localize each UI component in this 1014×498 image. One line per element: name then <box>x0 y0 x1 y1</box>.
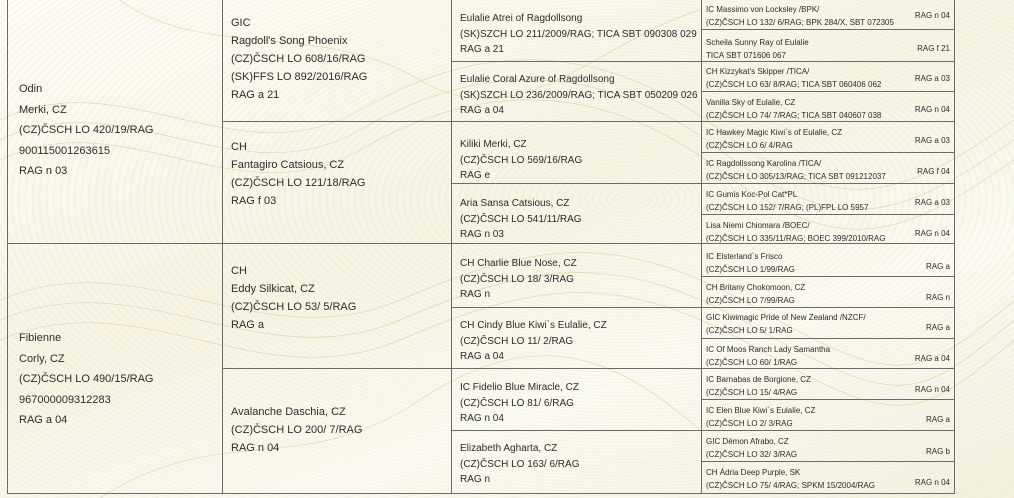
gggp-name: IC Ragdollssong Karolina /TICA/ <box>706 159 822 168</box>
gggp-name: IC Elsterland`s Frisco <box>706 252 783 261</box>
gggp-7 <box>706 188 954 214</box>
gggp-reg: (CZ)ČSCH LO 2/ 3/RAG <box>706 419 793 428</box>
gp-name: Avalanche Daschia, CZ <box>231 406 346 418</box>
gp-name: Ragdoll's Song Phoenix <box>231 35 348 47</box>
ggp-color: RAG a 04 <box>460 351 504 363</box>
gggp-color: RAG a <box>925 323 950 332</box>
ggp-8 <box>460 441 700 488</box>
gggp-reg: (CZ)ČSCH LO 60/ 1/RAG <box>706 358 798 367</box>
gggp-12 <box>706 343 954 369</box>
col-divider-3 <box>701 0 702 494</box>
ggp-reg: (SK)SZCH LO 211/2009/RAG; TICA SBT 090308 029 <box>460 28 697 40</box>
ggp-name: Kiliki Merki, CZ <box>460 139 527 150</box>
gggp-divider-6 <box>701 338 955 339</box>
gggp-15 <box>706 435 954 461</box>
gggp-divider-8 <box>701 461 955 462</box>
gggp-name: IC Massimo von Locksley /BPK/ <box>706 5 820 14</box>
dam-name: Fibienne <box>19 332 62 344</box>
ggp-6 <box>460 318 700 365</box>
gggp-reg: (CZ)ČSCH LO 7/99/RAG <box>706 296 795 305</box>
ggp-name: Eulalie Coral Azure of Ragdollsong <box>460 74 615 85</box>
gggp-reg: (CZ)ČSCH LO 152/ 7/RAG; (PL)FPL LO 5957 <box>706 203 869 212</box>
frame-bottom <box>7 493 955 494</box>
gggp-4 <box>706 96 954 122</box>
gggp-divider-1 <box>701 29 955 30</box>
gggp-color: RAG f 04 <box>917 167 950 176</box>
ggp-name: Aria Sansa Catsious, CZ <box>460 198 570 209</box>
ggp-color: RAG a 04 <box>460 105 504 117</box>
gggp-16 <box>706 466 954 492</box>
sire-breeder: Merki, CZ <box>19 103 67 116</box>
gggp-name: GIC Démon Afrabo, CZ <box>706 437 789 446</box>
ggp-color: RAG n <box>460 289 491 301</box>
gggp-reg: (CZ)ČSCH LO 5/ 1/RAG <box>706 326 793 335</box>
gggp-1 <box>706 3 954 29</box>
dam-breeder: Corly, CZ <box>19 352 65 365</box>
ggp-name: IC Fidelio Blue Miracle, CZ <box>460 382 579 393</box>
gggp-reg: (CZ)ČSCH LO 15/ 4/RAG <box>706 388 798 397</box>
gp-name: Eddy Silkicat, CZ <box>231 283 315 295</box>
dam-reg: (CZ)ČSCH LO 490/15/RAG <box>19 373 154 385</box>
gggp-color: RAG a <box>925 415 950 424</box>
gggp-reg: (CZ)ČSCH LO 6/ 4/RAG <box>706 141 793 150</box>
sire-chip: 900115001263615 <box>19 144 110 157</box>
gp-name: Fantagiro Catsious, CZ <box>231 159 345 171</box>
gggp-14 <box>706 404 954 430</box>
grandparent-1 <box>231 14 449 104</box>
gggp-divider-3 <box>701 152 955 153</box>
ggp-color: RAG n 04 <box>460 413 504 425</box>
gggp-color: RAG a <box>925 262 950 271</box>
gggp-reg: (CZ)ČSCH LO 75/ 4/RAG; SPKM 15/2004/RAG <box>706 481 875 490</box>
gggp-color: RAG n 04 <box>914 229 950 238</box>
ggp-5 <box>460 256 700 303</box>
gp-color: RAG a 21 <box>231 89 280 101</box>
ggp-name: Eulalie Atrei of Ragdollsong <box>460 13 583 24</box>
gp-title: CH <box>231 141 247 153</box>
col-divider-1 <box>222 0 223 494</box>
ggp-name: CH Charlie Blue Nose, CZ <box>460 258 577 269</box>
ggp-color: RAG e <box>460 170 491 182</box>
gggp-name: Vanilla Sky of Eulalie, CZ <box>706 98 796 107</box>
gggp-color: RAG a 03 <box>914 136 950 145</box>
gggp-divider-2 <box>701 91 955 92</box>
ggp-7 <box>460 380 700 427</box>
ggp-reg: (CZ)ČSCH LO 569/16/RAG <box>460 154 583 166</box>
sire-name: Odin <box>19 83 43 95</box>
grandparent-4 <box>231 403 449 457</box>
gggp-reg: TICA SBT 071606 067 <box>706 51 786 60</box>
ggp-reg: (SK)SZCH LO 236/2009/RAG; TICA SBT 050209 026 <box>460 89 698 101</box>
ggp-name: CH Cindy Blue Kiwi`s Eulalie, CZ <box>460 320 607 331</box>
gggp-color: RAG a 03 <box>914 198 950 207</box>
ggp-color: RAG n 03 <box>460 229 504 241</box>
gggp-reg: (CZ)ČSCH LO 32/ 3/RAG <box>706 450 798 459</box>
gggp-color: RAG a 03 <box>914 74 950 83</box>
gggp-6 <box>706 157 954 183</box>
ggp-name: Elizabeth Agharta, CZ <box>460 443 558 454</box>
ggp-2 <box>460 72 700 119</box>
col-divider-2 <box>451 0 452 494</box>
gp-reg-2: (SK)FFS LO 892/2016/RAG <box>231 71 368 83</box>
grandparent-2 <box>231 138 449 210</box>
gp-reg: (CZ)ČSCH LO 200/ 7/RAG <box>231 424 363 436</box>
gggp-divider-4 <box>701 214 955 215</box>
ggp-divider-4 <box>451 430 955 431</box>
sire-color: RAG n 03 <box>19 165 68 177</box>
ggp-1 <box>460 11 700 58</box>
dam-chip: 967000009312283 <box>19 393 111 406</box>
ggp-color: RAG a 21 <box>460 44 504 56</box>
gggp-5 <box>706 126 954 152</box>
ggp-reg: (CZ)ČSCH LO 18/ 3/RAG <box>460 273 574 285</box>
gggp-name: Scheila Sunny Ray of Eulalie <box>706 38 809 47</box>
sire-reg: (CZ)ČSCH LO 420/19/RAG <box>19 124 154 136</box>
gp-reg: (CZ)ČSCH LO 121/18/RAG <box>231 177 366 189</box>
gggp-name: IC Hawkey Magic Kiwi`s of Eulalie, CZ <box>706 128 843 137</box>
gggp-3 <box>706 65 954 91</box>
gggp-name: IC Elen Blue Kiwi`s Eulalie, CZ <box>706 406 816 415</box>
gggp-name: CH Britany Chokomoon, CZ <box>706 283 806 292</box>
gggp-color: RAG n 04 <box>914 478 950 487</box>
gggp-reg: (CZ)ČSCH LO 1/99/RAG <box>706 265 795 274</box>
gggp-reg: (CZ)ČSCH LO 74/ 7/RAG; TICA SBT 040607 038 <box>706 111 882 120</box>
ggp-reg: (CZ)ČSCH LO 11/ 2/RAG <box>460 335 574 347</box>
gp-reg: (CZ)ČSCH LO 608/16/RAG <box>231 53 366 65</box>
gggp-reg: (CZ)ČSCH LO 335/11/RAG; BOEC 399/2010/RAG <box>706 234 886 243</box>
gggp-2 <box>706 36 954 62</box>
gggp-reg: (CZ)ČSCH LO 305/13/RAG; TICA SBT 091212037 <box>706 172 886 181</box>
gp-title: CH <box>231 265 247 277</box>
ggp-reg: (CZ)ČSCH LO 163/ 6/RAG <box>460 458 580 470</box>
frame-right <box>954 0 955 494</box>
gggp-name: IC Barnabas de Borgione, CZ <box>706 375 811 384</box>
gggp-color: RAG n <box>925 293 950 302</box>
gggp-color: RAG n 04 <box>914 11 950 20</box>
gggp-name: CH Ádria Deep Purple, SK <box>706 468 801 477</box>
gggp-11 <box>706 311 954 337</box>
gggp-divider-7 <box>701 399 955 400</box>
parent-sire <box>19 79 219 182</box>
gp-reg: (CZ)ČSCH LO 53/ 5/RAG <box>231 301 357 313</box>
ggp-3 <box>460 137 700 184</box>
gggp-9 <box>706 250 954 276</box>
frame-left <box>7 0 8 494</box>
gp-color: RAG a <box>231 319 265 331</box>
gp-color: RAG f 03 <box>231 195 277 207</box>
gggp-color: RAG n 04 <box>914 385 950 394</box>
gggp-color: RAG a 04 <box>914 354 950 363</box>
ggp-4 <box>460 196 700 243</box>
gggp-color: RAG n 04 <box>914 105 950 114</box>
gggp-name: Lisa Niemi Chiomara /BOEC/ <box>706 221 810 230</box>
gggp-8 <box>706 219 954 245</box>
grandparent-3 <box>231 262 449 334</box>
gp-color: RAG n 04 <box>231 442 280 454</box>
ggp-reg: (CZ)ČSCH LO 81/ 6/RAG <box>460 397 574 409</box>
gggp-10 <box>706 281 954 307</box>
gggp-name: GIC Kiwimagic Pride of New Zealand /NZCF/ <box>706 313 866 322</box>
ggp-divider-3 <box>451 307 955 308</box>
gp-title: GIC <box>231 17 251 29</box>
gggp-reg: (CZ)ČSCH LO 132/ 6/RAG; BPK 284/X, SBT 072305 <box>706 18 894 27</box>
parent-dam <box>19 328 219 431</box>
gggp-color: RAG b <box>925 447 950 456</box>
dam-color: RAG a 04 <box>19 414 68 426</box>
gggp-color: RAG f 21 <box>917 44 950 53</box>
ggp-color: RAG n <box>460 474 491 486</box>
gggp-divider-5 <box>701 276 955 277</box>
gggp-reg: (CZ)ČSCH LO 63/ 8/RAG; TICA SBT 060406 062 <box>706 80 882 89</box>
gggp-name: CH Kizzykat's Skipper /TICA/ <box>706 67 810 76</box>
gggp-name: IC Gumis Koc-Pol Cat*PL <box>706 190 798 199</box>
gggp-13 <box>706 373 954 399</box>
gggp-name: IC Of Moos Ranch Lady Samantha <box>706 345 831 354</box>
ggp-reg: (CZ)ČSCH LO 541/11/RAG <box>460 213 582 225</box>
